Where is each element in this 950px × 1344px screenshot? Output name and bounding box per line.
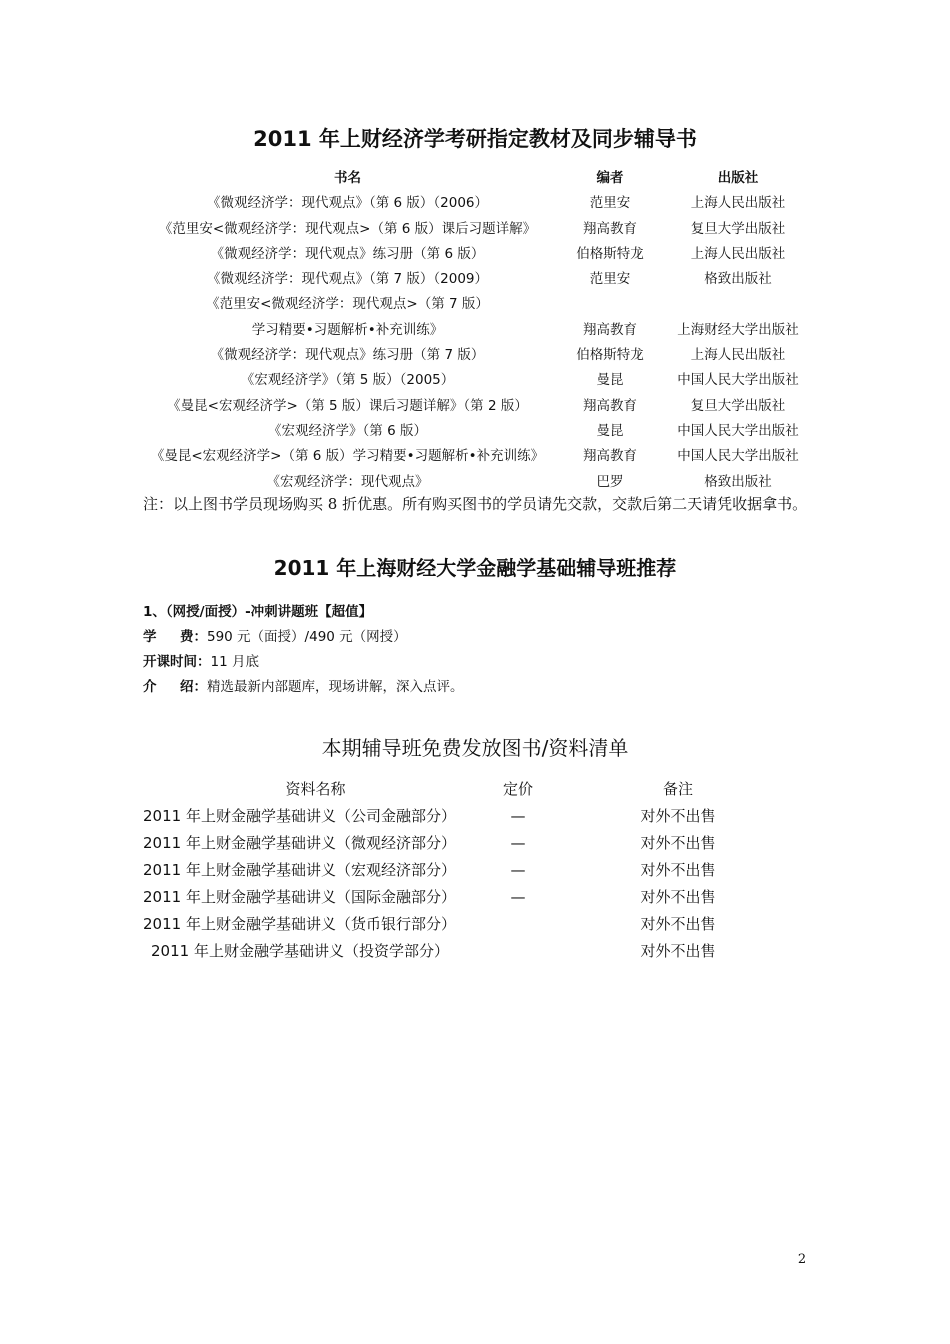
fee-label-a: 学 bbox=[143, 629, 157, 645]
table-row bbox=[143, 830, 823, 857]
book-author: 伯格斯特龙 bbox=[576, 347, 644, 364]
book-publisher: 中国人民大学出版社 bbox=[677, 372, 799, 389]
book-publisher: 上海人民出版社 bbox=[690, 195, 786, 212]
book-author: 巴罗 bbox=[596, 473, 624, 490]
book-name: 《微观经济学：现代观点》（第 6 版）（2006） bbox=[206, 195, 489, 212]
table-row bbox=[135, 394, 815, 419]
table-header-row bbox=[135, 166, 815, 191]
book-author: 曼昆 bbox=[596, 372, 624, 389]
book-name: 《曼昆<宏观经济学>（第 5 版）课后习题详解》（第 2 版） bbox=[167, 397, 528, 414]
table-row bbox=[135, 419, 815, 444]
fee-value: 590 元（面授）/490 元（网授） bbox=[207, 629, 407, 645]
table-row bbox=[135, 292, 815, 317]
table-row bbox=[135, 242, 815, 267]
table-row bbox=[143, 938, 823, 965]
course-title-text: 1、（网授/面授）-冲刺讲题班【超值】 bbox=[143, 604, 373, 620]
book-author: 翔高教育 bbox=[583, 397, 637, 414]
material-remark: 对外不出售 bbox=[640, 915, 716, 933]
fee-label bbox=[143, 625, 207, 650]
header-remark: 备注 bbox=[662, 780, 693, 798]
time-row bbox=[143, 650, 813, 675]
book-publisher: 中国人民大学出版社 bbox=[677, 422, 799, 439]
book-name: 《曼昆<宏观经济学>（第 6 版）学习精要•习题解析•补充训练》 bbox=[150, 448, 545, 465]
material-price: — bbox=[510, 861, 526, 879]
material-remark: 对外不出售 bbox=[640, 834, 716, 852]
header-author: 编者 bbox=[596, 170, 624, 186]
header-publisher: 出版社 bbox=[717, 170, 759, 186]
table-row bbox=[135, 343, 815, 368]
header-material-name: 资料名称 bbox=[285, 780, 346, 798]
table-header-row bbox=[143, 776, 823, 803]
fee-label-b: 费： bbox=[180, 629, 207, 645]
section3-title: 本期辅导班免费发放图书/资料清单 bbox=[321, 736, 629, 760]
intro-label-b: 绍： bbox=[180, 679, 207, 695]
book-name: 《范里安<微观经济学：现代观点>（第 7 版） bbox=[206, 296, 489, 313]
book-publisher: 格致出版社 bbox=[704, 473, 772, 490]
course-info bbox=[143, 600, 813, 700]
book-publisher: 上海财经大学出版社 bbox=[677, 321, 799, 338]
book-author: 范里安 bbox=[589, 195, 631, 212]
table-row bbox=[143, 911, 823, 938]
book-name: 《范里安<微观经济学：现代观点>（第 6 版）课后习题详解》 bbox=[158, 220, 537, 237]
book-name: 《宏观经济学》（第 6 版） bbox=[268, 422, 427, 439]
material-price: — bbox=[510, 834, 526, 852]
book-name: 《微观经济学：现代观点》练习册（第 6 版） bbox=[210, 245, 485, 262]
book-publisher: 上海人民出版社 bbox=[690, 347, 786, 364]
book-name: 《宏观经济学：现代观点》 bbox=[266, 473, 429, 490]
material-name: 2011 年上财金融学基础讲义（投资学部分） bbox=[151, 942, 449, 960]
book-name: 《宏观经济学》（第 5 版）（2005） bbox=[240, 372, 455, 389]
intro-value: 精选最新内部题库，现场讲解，深入点评。 bbox=[207, 679, 464, 695]
book-author: 范里安 bbox=[589, 271, 631, 288]
material-price: — bbox=[510, 807, 526, 825]
time-label: 开课时间： bbox=[143, 654, 211, 670]
intro-label-a: 介 bbox=[143, 679, 157, 695]
book-author: 伯格斯特龙 bbox=[576, 245, 644, 262]
book-publisher: 复旦大学出版社 bbox=[690, 397, 786, 414]
material-price: — bbox=[510, 888, 526, 906]
intro-label bbox=[143, 675, 207, 700]
material-remark: 对外不出售 bbox=[640, 942, 716, 960]
book-name: 学习精要•习题解析•补充训练》 bbox=[251, 321, 444, 338]
book-name: 《微观经济学：现代观点》（第 7 版）（2009） bbox=[206, 271, 489, 288]
book-author: 翔高教育 bbox=[583, 220, 637, 237]
header-price: 定价 bbox=[502, 780, 533, 798]
time-value: 11 月底 bbox=[210, 654, 259, 670]
table-row bbox=[135, 217, 815, 242]
book-author: 翔高教育 bbox=[583, 448, 637, 465]
book-publisher: 上海人民出版社 bbox=[690, 245, 786, 262]
material-name: 2011 年上财金融学基础讲义（微观经济部分） bbox=[143, 834, 456, 852]
table-row bbox=[135, 191, 815, 216]
intro-row bbox=[143, 675, 813, 700]
table-row bbox=[143, 884, 823, 911]
material-remark: 对外不出售 bbox=[640, 888, 716, 906]
table-row bbox=[143, 803, 823, 830]
textbook-table bbox=[135, 166, 815, 495]
book-name: 《微观经济学：现代观点》练习册（第 7 版） bbox=[210, 347, 485, 364]
book-publisher: 格致出版社 bbox=[704, 271, 772, 288]
header-book-name: 书名 bbox=[334, 170, 361, 186]
fee-row bbox=[143, 625, 813, 650]
table-row bbox=[143, 857, 823, 884]
book-author: 翔高教育 bbox=[583, 321, 637, 338]
material-name: 2011 年上财金融学基础讲义（公司金融部分） bbox=[143, 807, 456, 825]
material-name: 2011 年上财金融学基础讲义（宏观经济部分） bbox=[143, 861, 456, 879]
material-name: 2011 年上财金融学基础讲义（货币银行部分） bbox=[143, 915, 456, 933]
material-remark: 对外不出售 bbox=[640, 807, 716, 825]
table-row bbox=[135, 267, 815, 292]
course-title bbox=[143, 600, 813, 625]
purchase-note: 注：以上图书学员现场购买 8 折优惠。所有购买图书的学员请先交款，交款后第二天请凭收据拿书。 bbox=[143, 495, 808, 513]
section2-title: 2011 年上海财经大学金融学基础辅导班推荐 bbox=[273, 556, 677, 580]
materials-table bbox=[143, 776, 823, 965]
page-number: 2 bbox=[797, 1252, 807, 1267]
book-publisher: 中国人民大学出版社 bbox=[677, 448, 799, 465]
book-publisher: 复旦大学出版社 bbox=[690, 220, 786, 237]
table-row bbox=[135, 318, 815, 343]
section1-title: 2011 年上财经济学考研指定教材及同步辅导书 bbox=[253, 127, 697, 151]
table-row bbox=[135, 444, 815, 469]
table-row bbox=[135, 368, 815, 393]
material-remark: 对外不出售 bbox=[640, 861, 716, 879]
material-name: 2011 年上财金融学基础讲义（国际金融部分） bbox=[143, 888, 456, 906]
book-author: 曼昆 bbox=[596, 422, 624, 439]
